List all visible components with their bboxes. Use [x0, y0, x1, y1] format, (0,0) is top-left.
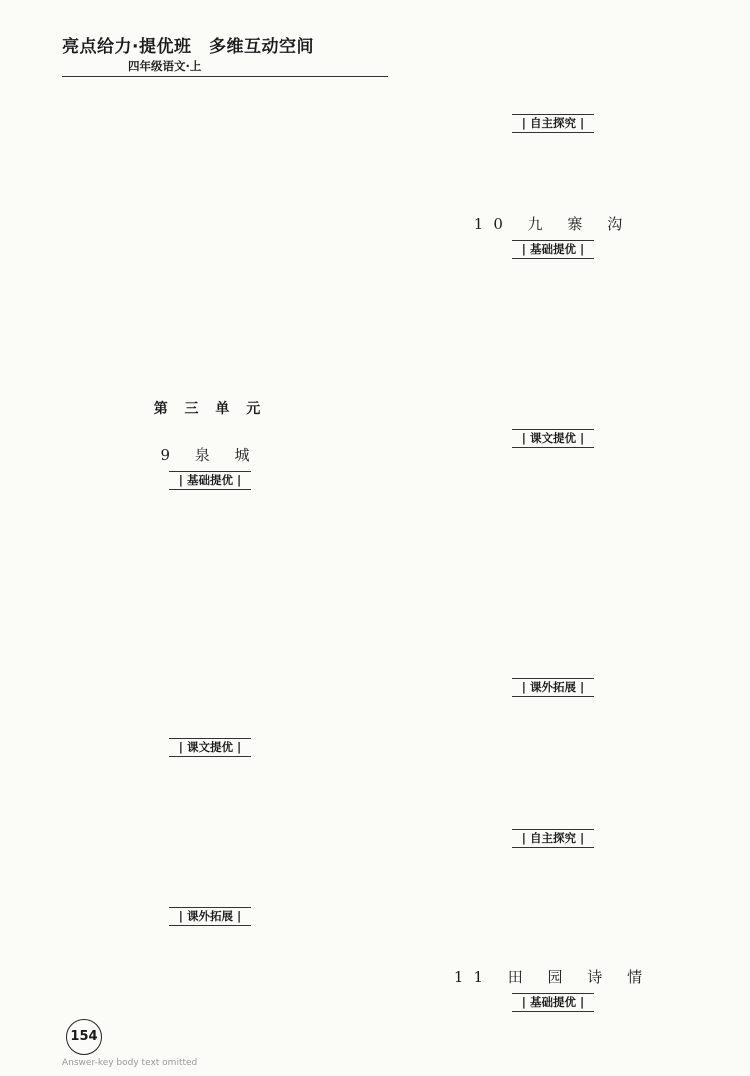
- text-block: [58, 932, 362, 1050]
- lesson-title: 10 九 寨 沟: [473, 215, 633, 233]
- text-block: [58, 88, 362, 364]
- section-tag: | 基础提优 |: [169, 471, 251, 490]
- text-block: [58, 496, 362, 732]
- section-tag: | 课外拓展 |: [512, 678, 594, 697]
- left-column: [58, 88, 362, 1050]
- section-tag: | 自主探究 |: [512, 114, 594, 133]
- section-tag: | 自主探究 |: [512, 829, 594, 848]
- page-number: 154: [66, 1019, 102, 1055]
- section-tag: | 课文提优 |: [512, 429, 594, 448]
- unit-title: 第 三 单 元: [153, 401, 267, 417]
- page-header-subtitle: 四年级语文·上: [128, 59, 202, 73]
- section-tag: | 基础提优 |: [512, 993, 594, 1012]
- text-block: [395, 454, 711, 672]
- text-block: [395, 854, 711, 952]
- text-block: [395, 265, 711, 423]
- text-block: [58, 763, 362, 901]
- header-divider: [62, 76, 388, 77]
- page-header-title: 亮点给力·提优班 多维互动空间: [62, 37, 314, 57]
- section-tag: | 基础提优 |: [512, 240, 594, 259]
- placeholder-note: Answer-key body text omitted: [62, 1058, 198, 1068]
- lesson-title: 9 泉 城: [160, 446, 260, 464]
- section-tag: | 课文提优 |: [169, 738, 251, 757]
- text-block: [395, 1018, 711, 1038]
- section-tag: | 课外拓展 |: [169, 907, 251, 926]
- text-block: [395, 703, 711, 823]
- text-block: [395, 139, 711, 199]
- right-column: [395, 88, 711, 1038]
- text-block: [395, 88, 711, 108]
- lesson-title: 11 田 园 诗 情: [453, 968, 653, 986]
